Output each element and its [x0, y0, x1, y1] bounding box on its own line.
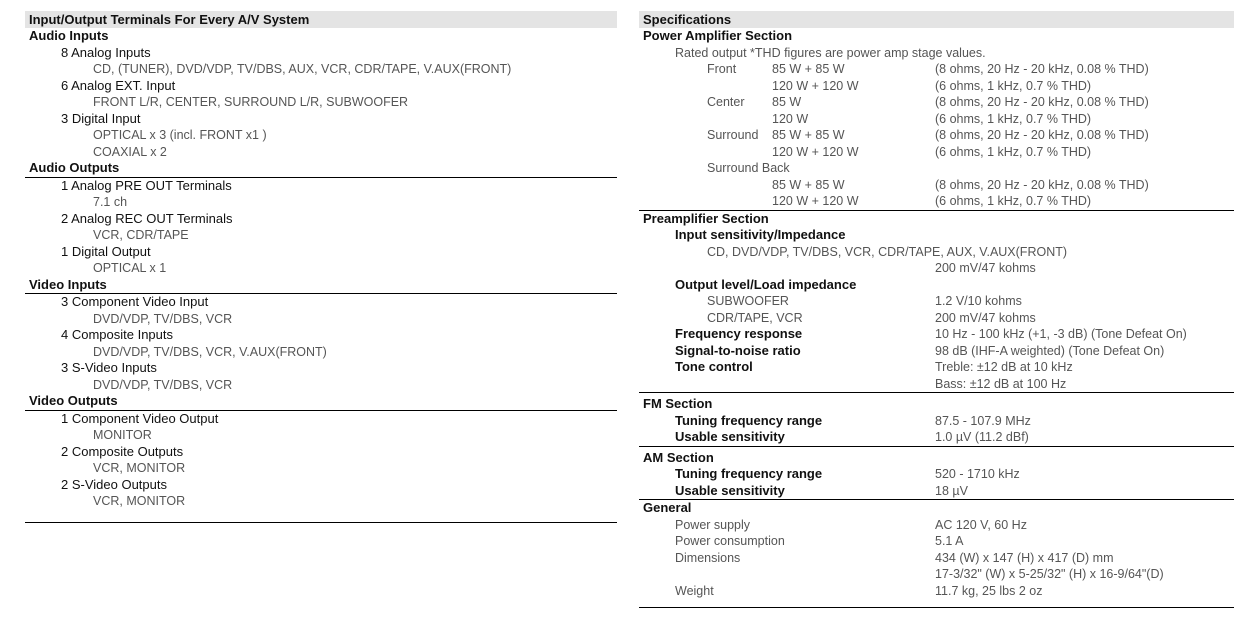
- preamp-title: Preamplifier Section: [643, 210, 769, 226]
- ext-input-list: FRONT L/R, CENTER, SURROUND L/R, SUBWOOFER: [93, 95, 409, 109]
- rec-out-list: VCR, CDR/TAPE: [93, 228, 189, 242]
- fm-tuning-val: 87.5 - 107.9 MHz: [935, 413, 1031, 428]
- front-row-2: [639, 78, 1234, 95]
- surround-back-row-1: [639, 177, 1234, 194]
- optical-input: OPTICAL x 3 (incl. FRONT x1 ): [93, 128, 267, 142]
- component-input: 3 Component Video Input: [61, 294, 209, 309]
- am-tuning-val: 520 - 1710 kHz: [935, 467, 1020, 481]
- left-end-rule: [25, 522, 617, 523]
- digital-output: 1 Digital Output: [61, 243, 151, 259]
- surround-back-cond8: (8 ohms, 20 Hz - 20 kHz, 0.08 % THD): [935, 177, 1149, 192]
- am-usable-val: 18 µV: [935, 483, 968, 498]
- composite-input-list: DVD/VDP, TV/DBS, VCR, V.AUX(FRONT): [93, 344, 327, 359]
- outlevel-label: Output level/Load impedance: [675, 276, 857, 292]
- surround-row-2: [639, 144, 1234, 161]
- cdr-row: [639, 310, 1234, 327]
- freq-val: 10 Hz - 100 kHz (+1, -3 dB) (Tone Defeat On): [935, 327, 1187, 341]
- surround-cond8: (8 ohms, 20 Hz - 20 kHz, 0.08 % THD): [935, 128, 1149, 142]
- center-85w: 85 W: [772, 95, 802, 109]
- am-tuning-label: Tuning frequency range: [675, 466, 823, 481]
- am-tuning-row: [639, 466, 1234, 483]
- front-120w: 120 W + 120 W: [772, 78, 859, 93]
- subwoofer-label: SUBWOOFER: [707, 294, 789, 308]
- dimensions-row: [639, 550, 1234, 567]
- bass-row: [639, 376, 1234, 394]
- outlevel-row: [639, 277, 1234, 294]
- weight-row: [639, 583, 1234, 600]
- subwoofer-row: [639, 293, 1234, 310]
- composite-output-list: VCR, MONITOR: [93, 461, 186, 475]
- snr-label: Signal-to-noise ratio: [675, 342, 801, 358]
- svideo-output: 2 S-Video Outputs: [61, 476, 167, 492]
- dimensions-mm: 434 (W) x 147 (H) x 417 (D) mm: [935, 550, 1114, 565]
- consumption-label: Power consumption: [675, 534, 785, 548]
- fm-title: FM Section: [643, 396, 713, 411]
- am-usable-row: [639, 483, 1234, 501]
- front-cond8: (8 ohms, 20 Hz - 20 kHz, 0.08 % THD): [935, 62, 1149, 76]
- am-usable-label: Usable sensitivity: [675, 482, 785, 498]
- analog-inputs: 8 Analog Inputs: [61, 44, 151, 60]
- tone-row: [639, 359, 1234, 376]
- sens-list: CD, DVD/VDP, TV/DBS, VCR, CDR/TAPE, AUX, V.AUX(FRONT): [707, 244, 1068, 259]
- terminals-column: [25, 11, 617, 523]
- digital-input: 3 Digital Input: [61, 110, 141, 126]
- audio-inputs-title: Audio Inputs: [29, 28, 109, 43]
- svideo-output-list: VCR, MONITOR: [93, 494, 186, 508]
- surround-back-row: [639, 160, 1234, 177]
- rec-out: 2 Analog REC OUT Terminals: [61, 210, 233, 226]
- treble-val: Treble: ±12 dB at 10 kHz: [935, 360, 1073, 374]
- fm-tuning-label: Tuning frequency range: [675, 412, 823, 428]
- front-row-1: [639, 61, 1234, 78]
- right-end-rule: [639, 607, 1234, 608]
- weight-val: 11.7 kg, 25 lbs 2 oz: [935, 583, 1043, 598]
- sens-list-row: [639, 244, 1234, 261]
- dimensions-label: Dimensions: [675, 550, 741, 565]
- center-row-2: [639, 111, 1234, 128]
- digital-output-list: OPTICAL x 1: [93, 261, 167, 275]
- general-title: General: [643, 500, 692, 515]
- sens-label: Input sensitivity/Impedance: [675, 227, 846, 242]
- composite-output: 2 Composite Outputs: [61, 443, 184, 459]
- coaxial-input: COAXIAL x 2: [93, 144, 167, 159]
- cdr-label: CDR/TAPE, VCR: [707, 310, 803, 325]
- center-cond8: (8 ohms, 20 Hz - 20 kHz, 0.08 % THD): [935, 95, 1149, 109]
- ext-input: 6 Analog EXT. Input: [61, 77, 176, 93]
- surround-back-label: Surround Back: [707, 161, 790, 175]
- sens-val-row: [639, 260, 1234, 277]
- sens-val: 200 mV/47 kohms: [935, 261, 1036, 275]
- fm-usable-row: [639, 429, 1234, 447]
- surround-cond6: (6 ohms, 1 kHz, 0.7 % THD): [935, 144, 1092, 159]
- front-85w: 85 W + 85 W: [772, 62, 845, 76]
- component-output-list: MONITOR: [93, 428, 152, 442]
- center-label: Center: [707, 95, 745, 109]
- center-cond6: (6 ohms, 1 kHz, 0.7 % THD): [935, 111, 1092, 126]
- supply-label: Power supply: [675, 517, 751, 532]
- snr-row: [639, 343, 1234, 360]
- front-cond6: (6 ohms, 1 kHz, 0.7 % THD): [935, 78, 1092, 93]
- analog-inputs-list: CD, (TUNER), DVD/VDP, TV/DBS, AUX, VCR, CDR/TAPE, V.AUX(FRONT): [93, 62, 512, 76]
- svideo-input: 3 S-Video Inputs: [61, 360, 157, 375]
- svideo-input-list: DVD/VDP, TV/DBS, VCR: [93, 377, 233, 392]
- surround-120w: 120 W + 120 W: [772, 144, 859, 159]
- fm-usable-label: Usable sensitivity: [675, 429, 785, 444]
- rated-output-row: [639, 45, 1234, 62]
- cdr-val: 200 mV/47 kohms: [935, 310, 1036, 325]
- dimensions-in: 17-3/32" (W) x 5-25/32" (H) x 16-9/64"(D): [935, 567, 1164, 581]
- surround-label: Surround: [707, 128, 759, 142]
- freq-label: Frequency response: [675, 326, 803, 341]
- audio-outputs-title: Audio Outputs: [25, 160, 617, 178]
- terminals-header: Input/Output Terminals For Every A/V System: [25, 11, 617, 28]
- am-title: AM Section: [643, 449, 714, 465]
- tone-label: Tone control: [675, 359, 753, 374]
- fm-tuning-row: [639, 413, 1234, 430]
- surround-row-1: [639, 127, 1234, 144]
- component-input-list: DVD/VDP, TV/DBS, VCR: [93, 311, 233, 326]
- component-output: 1 Component Video Output: [61, 410, 219, 426]
- fm-usable-val: 1.0 µV (11.2 dBf): [935, 430, 1029, 444]
- freq-row: [639, 326, 1234, 343]
- supply-val: AC 120 V, 60 Hz: [935, 517, 1027, 532]
- consumption-row: [639, 533, 1234, 550]
- power-title: Power Amplifier Section: [643, 28, 793, 43]
- snr-val: 98 dB (IHF-A weighted) (Tone Defeat On): [935, 343, 1165, 358]
- sens-row: [639, 227, 1234, 244]
- front-label: Front: [707, 62, 737, 76]
- dimensions-in-row: [639, 566, 1234, 583]
- consumption-val: 5.1 A: [935, 534, 964, 548]
- surround-back-cond6: (6 ohms, 1 kHz, 0.7 % THD): [935, 194, 1092, 208]
- surround-85w: 85 W + 85 W: [772, 128, 845, 142]
- specifications-column: [639, 11, 1234, 608]
- surround-back-row-2: [639, 193, 1234, 211]
- center-120w: 120 W: [772, 111, 809, 126]
- video-inputs-title: Video Inputs: [25, 277, 617, 295]
- surround-back-85w: 85 W + 85 W: [772, 177, 845, 192]
- pre-out-ch: 7.1 ch: [93, 195, 128, 209]
- subwoofer-val: 1.2 V/10 kohms: [935, 294, 1022, 308]
- weight-label: Weight: [675, 583, 714, 598]
- rated-output: Rated output *THD figures are power amp stage values.: [675, 45, 986, 60]
- pre-out: 1 Analog PRE OUT Terminals: [61, 177, 232, 193]
- surround-back-120w: 120 W + 120 W: [772, 194, 859, 208]
- composite-input: 4 Composite Inputs: [61, 327, 174, 342]
- center-row-1: [639, 94, 1234, 111]
- video-outputs-title: Video Outputs: [25, 393, 617, 411]
- specifications-header: Specifications: [639, 11, 1234, 28]
- supply-row: [639, 517, 1234, 534]
- bass-val: Bass: ±12 dB at 100 Hz: [935, 376, 1067, 391]
